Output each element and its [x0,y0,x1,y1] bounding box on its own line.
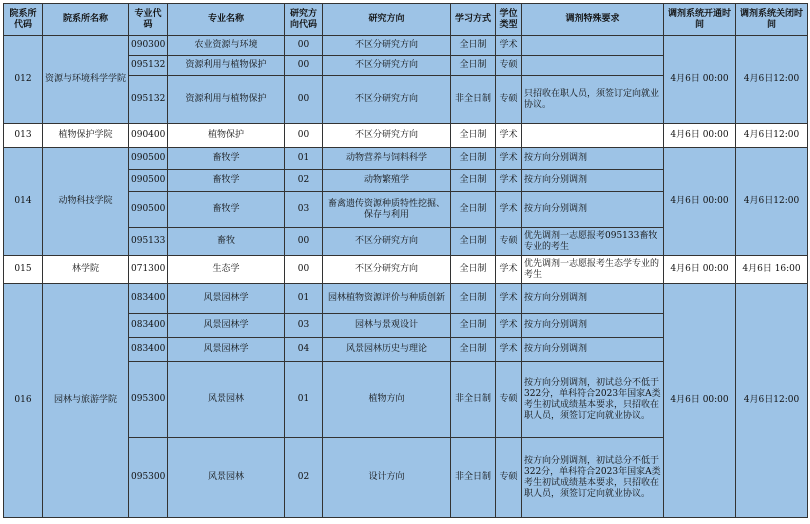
direction-cell: 不区分研究方向 [323,256,451,284]
degree-type-cell: 专硕 [496,438,522,518]
study-mode-cell: 非全日制 [451,438,496,518]
college-name-cell: 植物保护学院 [43,124,129,148]
college-code-cell: 015 [4,256,43,284]
header-college-name: 院系所名称 [43,4,129,36]
major-code-cell: 083400 [129,338,168,362]
major-code-cell: 083400 [129,284,168,314]
requirements-cell [522,124,664,148]
open-time-cell: 4月6日 00:00 [664,148,736,256]
degree-type-cell: 学术 [496,124,522,148]
direction-code-cell: 03 [285,314,323,338]
header-degree-type: 学位类型 [496,4,522,36]
major-code-cell: 090500 [129,148,168,170]
direction-code-cell: 00 [285,228,323,256]
degree-type-cell: 专硕 [496,362,522,438]
requirements-cell: 按方向分别调剂 [522,338,664,362]
study-mode-cell: 全日制 [451,192,496,228]
direction-code-cell: 02 [285,170,323,192]
close-time-cell: 4月6日12:00 [736,124,808,148]
direction-cell: 风景园林历史与理论 [323,338,451,362]
direction-cell: 园林与景观设计 [323,314,451,338]
degree-type-cell: 专硕 [496,56,522,76]
direction-code-cell: 04 [285,338,323,362]
major-name-cell: 畜牧学 [168,170,285,192]
major-name-cell: 畜牧 [168,228,285,256]
header-open-time: 调剂系统开通时间 [664,4,736,36]
study-mode-cell: 全日制 [451,124,496,148]
degree-type-cell: 学术 [496,192,522,228]
major-code-cell: 095133 [129,228,168,256]
study-mode-cell: 全日制 [451,338,496,362]
major-code-cell: 090500 [129,170,168,192]
requirements-cell: 按方向分别调剂 [522,284,664,314]
requirements-cell: 按方向分别调剂 [522,148,664,170]
degree-type-cell: 学术 [496,36,522,56]
major-name-cell: 风景园林学 [168,338,285,362]
study-mode-cell: 全日制 [451,314,496,338]
study-mode-cell: 全日制 [451,36,496,56]
major-code-cell: 095300 [129,438,168,518]
direction-code-cell: 00 [285,76,323,124]
study-mode-cell: 非全日制 [451,362,496,438]
major-code-cell: 090300 [129,36,168,56]
admissions-table-sheet [3,3,807,521]
direction-cell: 不区分研究方向 [323,36,451,56]
degree-type-cell: 学术 [496,338,522,362]
major-name-cell: 生态学 [168,256,285,284]
direction-cell: 设计方向 [323,438,451,518]
college-code-cell: 013 [4,124,43,148]
direction-cell: 动物繁殖学 [323,170,451,192]
requirements-cell: 优先调剂一志愿报考生态学专业的考生 [522,256,664,284]
major-code-cell: 095300 [129,362,168,438]
direction-code-cell: 00 [285,56,323,76]
study-mode-cell: 全日制 [451,256,496,284]
college-code-cell: 016 [4,284,43,518]
major-name-cell: 风景园林学 [168,314,285,338]
major-code-cell: 083400 [129,314,168,338]
header-study-mode: 学习方式 [451,4,496,36]
header-major-code: 专业代码 [129,4,168,36]
major-name-cell: 植物保护 [168,124,285,148]
requirements-cell: 按方向分别调剂，初试总分不低于322分，单科符合2023年国家A类考生初试成绩基本要求，只招收在职人员，须签订定向就业协议。 [522,362,664,438]
requirements-cell [522,56,664,76]
requirements-cell: 按方向分别调剂 [522,170,664,192]
direction-cell: 不区分研究方向 [323,76,451,124]
study-mode-cell: 全日制 [451,148,496,170]
direction-cell: 植物方向 [323,362,451,438]
header-college-code: 院系所代码 [4,4,43,36]
degree-type-cell: 学术 [496,284,522,314]
requirements-cell: 按方向分别调剂，初试总分不低于322分，单科符合2023年国家A类考生初试成绩基本要求，只招收在职人员，须签订定向就业协议。 [522,438,664,518]
requirements-cell: 按方向分别调剂 [522,314,664,338]
requirements-cell: 优先调剂一志愿报考095133畜牧专业的考生 [522,228,664,256]
college-name-cell: 园林与旅游学院 [43,284,129,518]
requirements-cell: 只招收在职人员，须签订定向就业协议。 [522,76,664,124]
direction-code-cell: 01 [285,284,323,314]
direction-code-cell: 00 [285,124,323,148]
study-mode-cell: 全日制 [451,284,496,314]
table-row [4,284,808,314]
table-row [4,36,808,56]
open-time-cell: 4月6日 00:00 [664,36,736,124]
direction-code-cell: 00 [285,36,323,56]
college-name-cell: 动物科技学院 [43,148,129,256]
study-mode-cell: 全日制 [451,170,496,192]
direction-cell: 动物营养与饲料科学 [323,148,451,170]
direction-code-cell: 02 [285,438,323,518]
degree-type-cell: 学术 [496,256,522,284]
requirements-cell: 按方向分别调剂 [522,192,664,228]
degree-type-cell: 学术 [496,170,522,192]
degree-type-cell: 学术 [496,314,522,338]
direction-cell: 不区分研究方向 [323,228,451,256]
study-mode-cell: 全日制 [451,228,496,256]
header-direction: 研究方向 [323,4,451,36]
major-code-cell: 095132 [129,56,168,76]
header-row [4,4,808,36]
college-name-cell: 林学院 [43,256,129,284]
header-major-name: 专业名称 [168,4,285,36]
direction-cell: 畜禽遗传资源种质特性挖掘、保存与利用 [323,192,451,228]
major-name-cell: 农业资源与环境 [168,36,285,56]
major-code-cell: 090500 [129,192,168,228]
direction-code-cell: 00 [285,256,323,284]
direction-cell: 不区分研究方向 [323,124,451,148]
open-time-cell: 4月6日 00:00 [664,256,736,284]
close-time-cell: 4月6日12:00 [736,148,808,256]
major-name-cell: 风景园林 [168,362,285,438]
major-code-cell: 090400 [129,124,168,148]
table-row [4,124,808,148]
close-time-cell: 4月6日12:00 [736,284,808,518]
table-body [4,36,808,518]
major-code-cell: 071300 [129,256,168,284]
major-name-cell: 风景园林 [168,438,285,518]
table-row [4,256,808,284]
direction-code-cell: 01 [285,362,323,438]
open-time-cell: 4月6日 00:00 [664,284,736,518]
direction-cell: 园林植物资源评价与种质创新 [323,284,451,314]
open-time-cell: 4月6日 00:00 [664,124,736,148]
major-name-cell: 资源利用与植物保护 [168,76,285,124]
degree-type-cell: 专硕 [496,228,522,256]
major-code-cell: 095132 [129,76,168,124]
major-name-cell: 畜牧学 [168,192,285,228]
degree-type-cell: 专硕 [496,76,522,124]
major-name-cell: 风景园林学 [168,284,285,314]
college-name-cell: 资源与环境科学学院 [43,36,129,124]
adjustment-table [3,3,808,518]
header-requirements: 调剂特殊要求 [522,4,664,36]
direction-code-cell: 03 [285,192,323,228]
study-mode-cell: 非全日制 [451,76,496,124]
study-mode-cell: 全日制 [451,56,496,76]
college-code-cell: 014 [4,148,43,256]
college-code-cell: 012 [4,36,43,124]
degree-type-cell: 学术 [496,148,522,170]
major-name-cell: 资源利用与植物保护 [168,56,285,76]
requirements-cell [522,36,664,56]
header-close-time: 调剂系统关闭时间 [736,4,808,36]
direction-cell: 不区分研究方向 [323,56,451,76]
direction-code-cell: 01 [285,148,323,170]
close-time-cell: 4月6日12:00 [736,36,808,124]
table-row [4,148,808,170]
header-direction-code: 研究方向代码 [285,4,323,36]
major-name-cell: 畜牧学 [168,148,285,170]
close-time-cell: 4月6日 16:00 [736,256,808,284]
